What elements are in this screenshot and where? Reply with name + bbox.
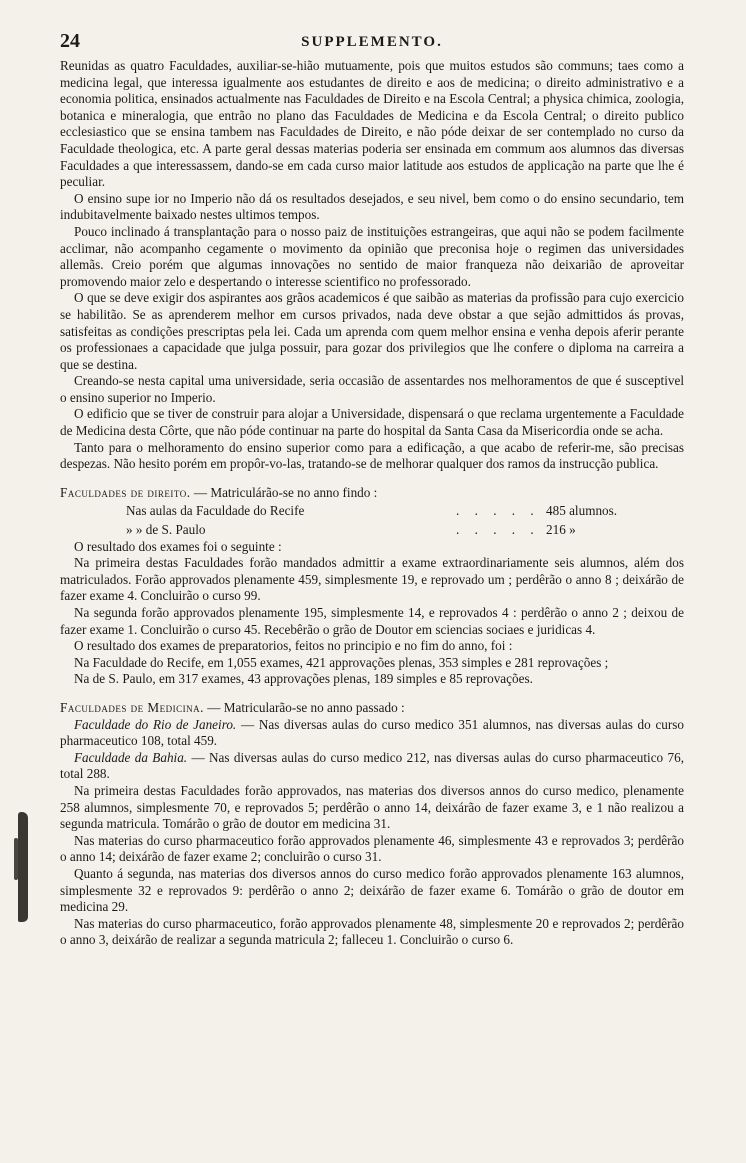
faculty-label-bahia: Faculdade da Bahia. — [74, 749, 188, 765]
faculty-label-rio: Faculdade do Rio de Janeiro. — [74, 716, 237, 732]
margin-stain-mark — [14, 838, 18, 880]
paragraph: O resultado dos exames de preparatorios, feitos no principio e no fim do anno, foi : — [74, 638, 513, 654]
paragraph: Na segunda forão approvados plenamente 195, simplesmente 14, e reprovados 4 : perdêrão o anno 2 ; deixou de fazer exame 1. Concluirão o curso 45. Recebêrão o grão de Doutor em sciencias sociaes e juridicas 4. — [60, 605, 684, 637]
faculty-text-bahia: — Nas diversas aulas do curso medico 212, nas diversas aulas do curso pharmaceutico 76, total 288. — [60, 749, 684, 782]
section-title-medicina: Faculdades de Medicina. — [60, 699, 204, 715]
enrollment-place: » » de S. Paulo — [126, 522, 206, 538]
paragraph-rio — [60, 717, 684, 750]
section-heading-direito — [60, 485, 684, 502]
paragraph: O que se deve exigir dos aspirantes aos grãos academicos é que saibão as materias da profissão para cujo exercicio se habilitão. Se as aprenderem melhor em cursos privados, nada deve obstar a que sejão admittidos ás provas, satisfeitas as condições prescriptas pela lei. Cada um aprenda com quem melhor ensina e venha depois aferir perante os professionaes a capacidade que julga possuir, para gozar dos privilegios que lhe confere o diploma na carreira a que se destina. — [60, 290, 684, 372]
paragraph: O edificio que se tiver de construir para alojar a Universidade, dispensará o que reclama urgentemente a Faculdade de Medicina desta Côrte, que não póde continuar na parte do hospital da Santa Casa da Misericordia onde se acha. — [60, 406, 684, 439]
section-title-direito: Faculdades de direito. — [60, 484, 191, 500]
running-head: SUPPLEMENTO. — [301, 34, 443, 50]
page-header — [60, 26, 684, 58]
section-heading-medicina — [60, 700, 684, 717]
section-intro-medicina: — Matricularão-se no anno passado : — [207, 699, 405, 715]
paragraph: Na Faculdade do Recife, em 1,055 exames, 421 approvações plenas, 353 simples e 281 reprovações ; — [74, 654, 609, 670]
paragraph: Nas materias do curso pharmaceutico, forão approvados plenamente 48, simplesmente 20 e reprovados 2; perdêrão o anno 3, deixárão de realizar a segunda matricula 2; falleceu 1. Concluirão o curso 6. — [60, 915, 684, 948]
paragraph: O ensino supe ior no Imperio não dá os resultados desejados, e seu nivel, bem como o do ensino secundario, tem indubitavelmente baixado nestes ultimos tempos. — [60, 190, 684, 223]
page-number: 24 — [60, 30, 80, 52]
enrollment-row — [126, 503, 686, 520]
spacer — [60, 473, 684, 485]
paragraph: Na primeira destas Faculdades forão mandados admittir a exame extraordinariamente seis alumnos, além dos matriculados. Forão approvados plenamente 459, simplesmente 19, e reprovado um ; perdêrão o anno 8 ; deixárão de fazer exame 4. Concluirão o curso 99. — [60, 555, 684, 604]
leader-dots: . . . . . . — [456, 503, 559, 519]
body-text — [60, 58, 684, 949]
enrollment-place: Nas aulas da Faculdade do Recife — [126, 503, 305, 519]
paragraph: Na primeira destas Faculdades forão approvados, nas materias dos diversos annos do curso medico, plenamente 258 alumnos, simplesmente 70, e reprovados 5; perdêrão o anno 14, deixárão de fazer exame 3, e 1 não realizou a segunda matricula. Tomárão o grão de doutor em medicina 31. — [60, 782, 684, 832]
margin-stain — [18, 812, 28, 922]
paragraph: Nas materias do curso pharmaceutico forão approvados plenamente 46, simplesmente 43 e reprovados 3; perdêrão o anno 14; deixárão de fazer exame 2; concluirão o curso 31. — [60, 832, 684, 865]
enrollment-count: 216 » — [546, 522, 576, 538]
leader-dots: . . . . . — [456, 522, 540, 538]
paragraph: Creando-se nesta capital uma universidade, seria occasião de assentardes nos melhoramentos de que é susceptivel o ensino superior no Imperio. — [60, 373, 684, 405]
section-intro-direito: — Matriculárão-se no anno findo : — [193, 484, 378, 500]
paragraph: Pouco inclinado á transplantação para o nosso paiz de instituições estrangeiras, que aqui não se podem facilmente acclimar, não acompanho cegamente o movimento da opinião que preconisa hoje o regimen das universidades allemãs. Creio porém que algumas innovações no sentido de maior franqueza não deixarião de aproveitar promovendo maior zelo e despertando o interesse scientifico no professorado. — [60, 223, 684, 289]
paragraph: O resultado dos exames foi o seguinte : — [74, 538, 282, 554]
faculty-text-rio: — Nas diversas aulas do curso medico 351 alumnos, nas diversas aulas do curso pharmaceutico 108, total 459. — [60, 716, 685, 749]
paragraph: Quanto á segunda, nas materias dos diversos annos do curso medico forão approvados plenamente 163 alumnos, simplesmente 32 e reprovados 9: perdêrão o anno 2; deixárão de fazer exame 6. Tomárão o grão de doutor em medicina 29. — [60, 865, 684, 915]
paragraph: Reunidas as quatro Faculdades, auxiliar-se-hião mutuamente, pois que muitos estudos são communs; taes como a medicina legal, que interessa igualmente aos estudantes de direito e aos de medicina; o direito administrativo e a economia politica, ensinados actualmente nas Faculdades de Direito e na Escola Central; a physica chimica, zoologia, botanica e mineralogia, que entrão no plano das Faculdades de Medicina e da Escola Central; o direito publico ecclesiastico que se ensina tambem nas Faculdades de Direito, e não póde deixar de ser contemplado no curso da Faculdade theologica, etc. A parte geral dessas materias poderia ser ensinada em commum aos alumnos das diversas Faculdades a que interessassem, dando-se em cada curso maior latitude aos estudos de applicação na parte que lhe é peculiar. — [60, 58, 684, 190]
paragraph: Na de S. Paulo, em 317 exames, 43 approvações plenas, 189 simples e 85 reprovações. — [74, 671, 533, 687]
paragraph: Tanto para o melhoramento do ensino superior como para a edificação, a que acabo de referir-me, são precisas despezas. Não hesito porém em propôr-vo-las, tratando-se de melhorar qualquer dos ramos da instrucção publica. — [60, 439, 684, 472]
spacer — [60, 688, 684, 700]
enrollment-row — [126, 522, 686, 539]
paragraph-bahia — [60, 750, 684, 783]
enrollment-count: 485 alumnos. — [546, 503, 618, 519]
